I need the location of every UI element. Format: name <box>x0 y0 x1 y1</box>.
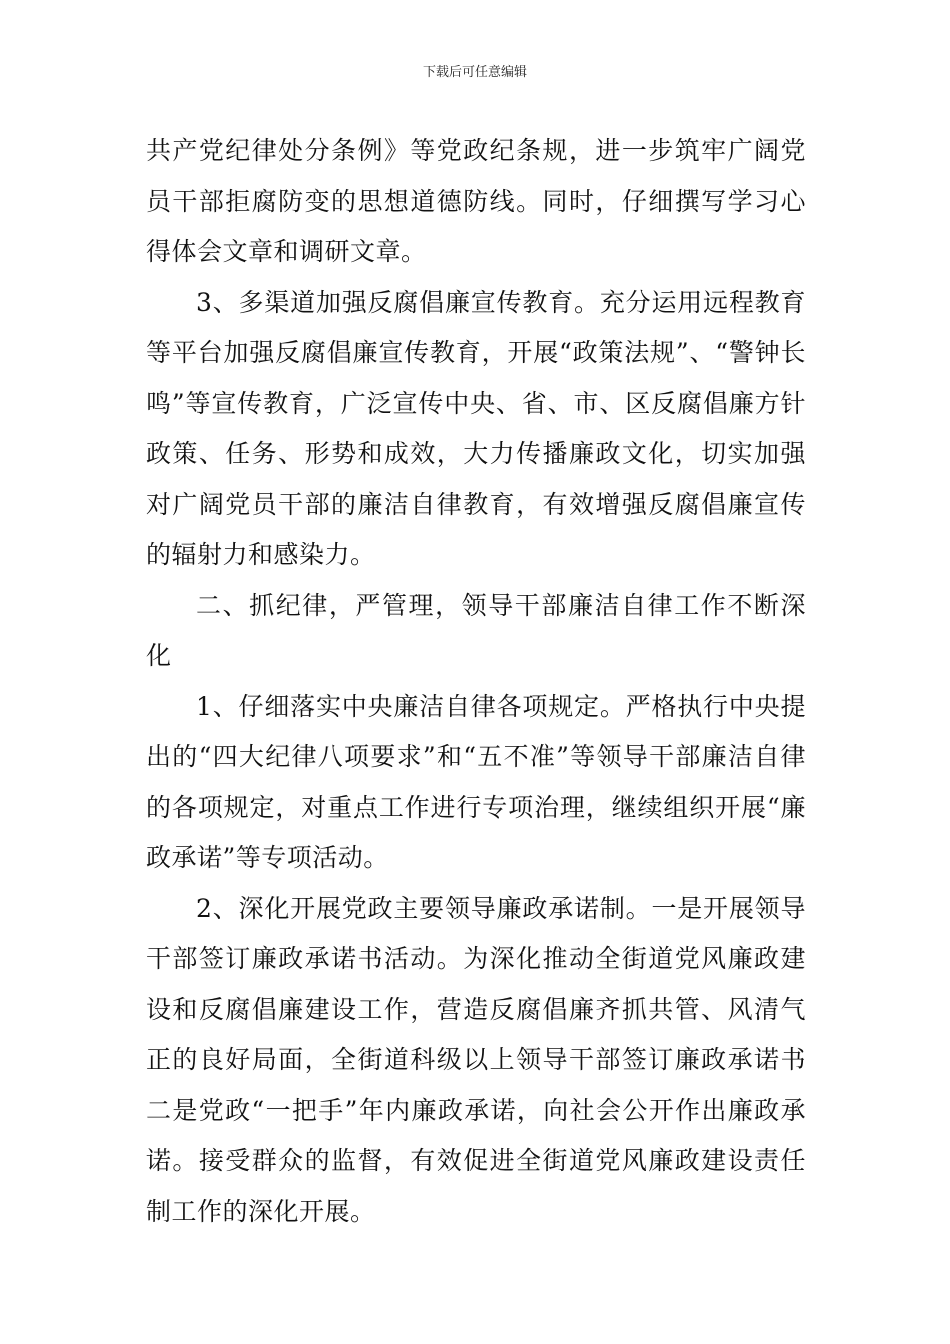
document-body <box>146 126 806 1237</box>
paragraph-continuation: 共产党纪律处分条例》等党政纪条规，进一步筑牢广阔党员干部拒腐防变的思想道德防线。同时，仔细撰写学习心得体会文章和调研文章。 <box>146 136 806 266</box>
paragraph-item-1: 1、仔细落实中央廉洁自律各项规定。严格执行中央提出的“四大纪律八项要求”和“五不准”等领导干部廉洁自律的各项规定，对重点工作进行专项治理，继续组织开展“廉政承诺”等专项活动。 <box>146 691 806 872</box>
section-heading-2: 二、抓纪律，严管理，领导干部廉洁自律工作不断深化 <box>146 590 806 670</box>
page-header: 下载后可任意编辑 <box>422 65 527 80</box>
paragraph-item-2: 2、深化开展党政主要领导廉政承诺制。一是开展领导干部签订廉政承诺书活动。为深化推动全街道党风廉政建设和反腐倡廉建设工作，营造反腐倡廉齐抓共管、风清气正的良好局面，全街道科级以上领导干部签订廉政承诺书二是党政“一把手”年内廉政承诺，向社会公开作出廉政承诺。接受群众的监督，有效促进全街道党风廉政建设责任制工作的深化开展。 <box>146 893 806 1226</box>
paragraph-item-3: 3、多渠道加强反腐倡廉宣传教育。充分运用远程教育等平台加强反腐倡廉宣传教育，开展“政策法规”、“警钟长鸣”等宣传教育，广泛宣传中央、省、市、区反腐倡廉方针政策、任务、形势和成效，大力传播廉政文化，切实加强对广阔党员干部的廉洁自律教育，有效增强反腐倡廉宣传的辐射力和感染力。 <box>146 287 806 569</box>
